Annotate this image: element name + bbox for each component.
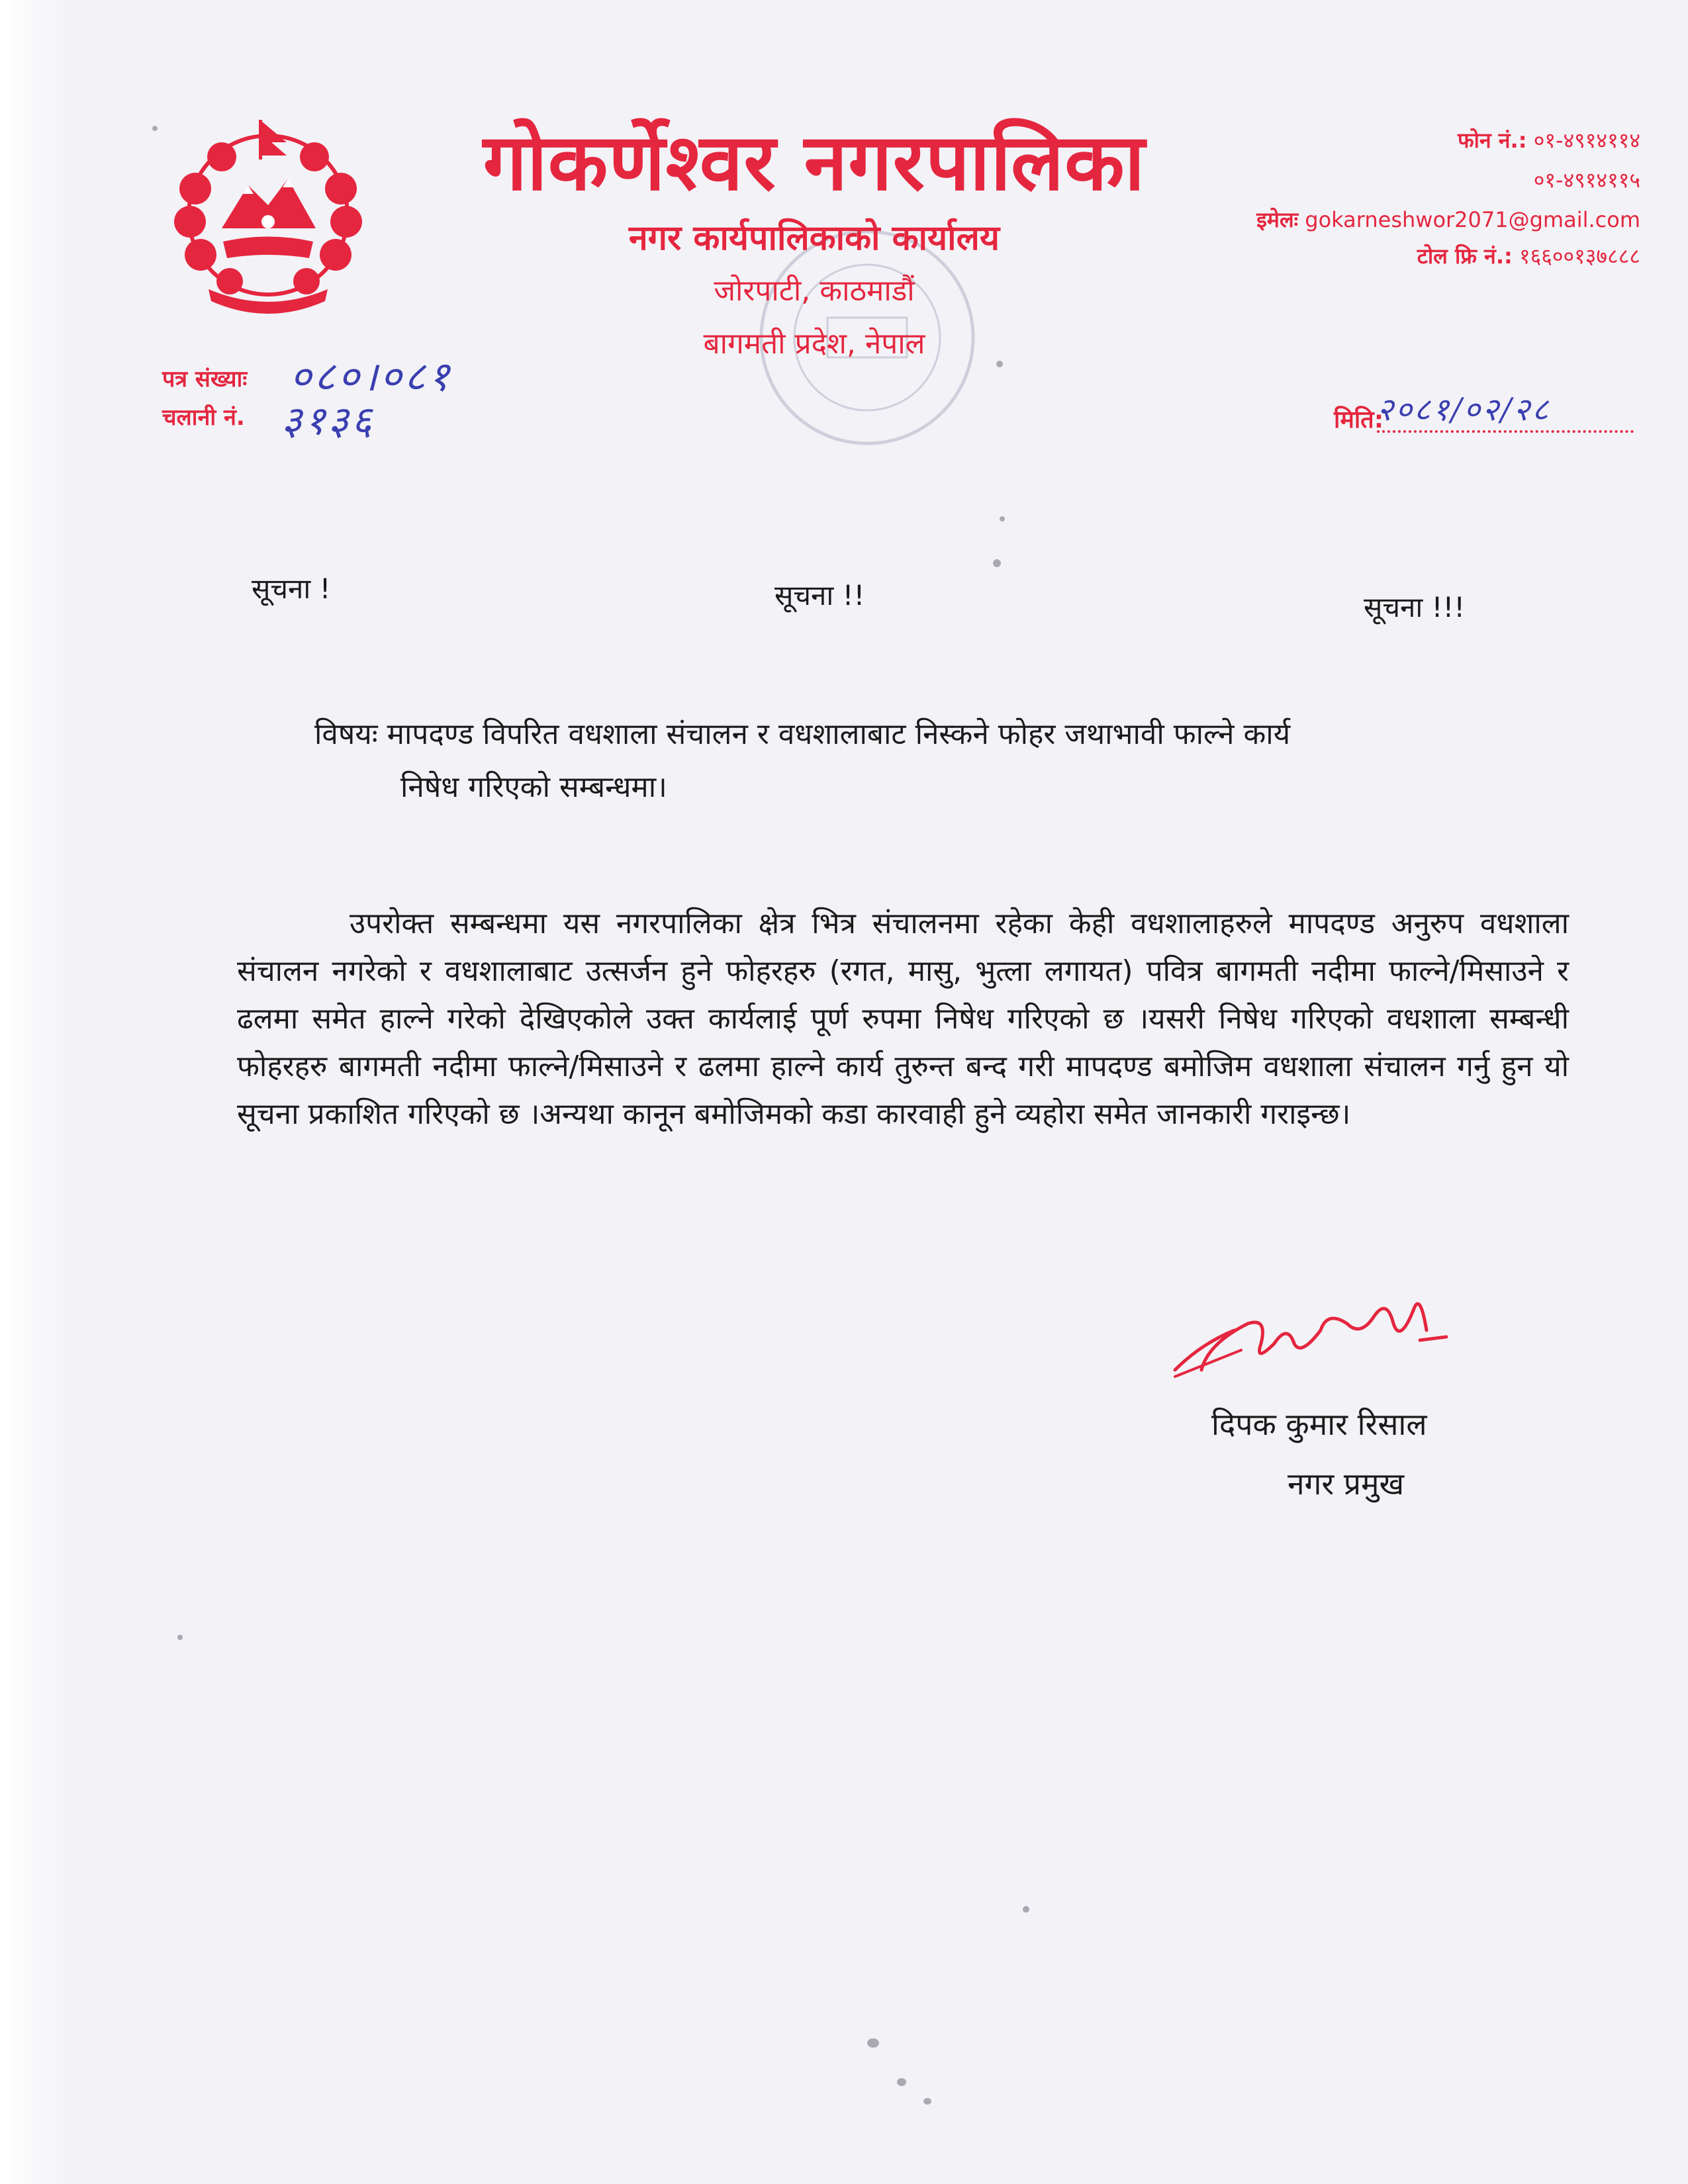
tollfree-label: टोल फ्रि नं.:	[1417, 244, 1513, 269]
scan-edge	[0, 0, 73, 2184]
subject	[314, 708, 1566, 814]
scan-speck	[1023, 1906, 1029, 1913]
scan-speck	[923, 2098, 931, 2105]
dispatch-number-value: ३१३६	[281, 398, 375, 444]
scan-speck	[152, 126, 158, 131]
address-line-1: जोरपाटी, काठमाडौं	[714, 274, 915, 308]
email-label: इमेलः	[1256, 207, 1299, 232]
phone-number-1: ०१-४९१४११४	[1533, 128, 1640, 153]
phone-number-2: ०१-४९१४११५	[1533, 167, 1640, 193]
dispatch-number-label: चलानी नं.	[162, 404, 245, 431]
scan-speck	[1000, 516, 1005, 522]
email-line	[1256, 205, 1640, 234]
nepal-emblem-icon	[169, 116, 367, 318]
scan-speck	[996, 361, 1003, 367]
body-paragraph: उपरोक्त सम्बन्धमा यस नगरपालिका क्षेत्र भित्र संचालनमा रहेका केही वधशालाहरुले मापदण्ड अनुरुप वधशाला संचालन नगरेको र वधशालाबाट उत्सर्जन हुने फोहरहरु (रगत, मासु, भुत्ला लगायत) पवित्र बागमती नदीमा फाल्ने/मिसाउने र ढलमा समेत हाल्ने गरेको देखिएकोले उक्त कार्यलाई पूर्ण रुपमा निषेध गरिएको छ ।यसरी निषेध गरिएको वधशाला सम्बन्धी फोहरहरु बागमती नदीमा फाल्ने/मिसाउने र ढलमा हाल्ने कार्य तुरुन्त बन्द गरी मापदण्ड बमोजिम वधशाला संचालन गर्नु हुन यो सूचना प्रकाशित गरिएको छ ।अन्यथा कानून बमोजिमको कडा कारवाही हुने व्यहोरा समेत जानकारी गराइन्छ।	[237, 907, 1569, 1131]
tollfree-line	[1417, 242, 1640, 271]
email-address: gokarneshwor2071@gmail.com	[1305, 207, 1640, 232]
subject-line-1: विषयः मापदण्ड विपरित वधशाला संचालन र वधशालाबाट निस्कने फोहर जथाभावी फाल्ने कार्य	[314, 717, 1291, 751]
date-value: २०८१/०२/२८	[1377, 391, 1551, 428]
signature-icon	[1162, 1271, 1466, 1390]
date-underline	[1377, 430, 1634, 433]
letter-number-label: पत्र संख्याः	[162, 366, 248, 392]
subject-line-2: निषेध गरिएको सम्बन्धमा।	[400, 770, 667, 804]
scan-speck	[993, 559, 1001, 567]
signatory-name: दिपक कुमार रिसाल	[1211, 1406, 1427, 1442]
notice-heading-1: सूचना !	[252, 572, 331, 605]
notice-heading-3: सूचना !!!	[1364, 591, 1466, 623]
phone-line-1	[1458, 126, 1640, 155]
tollfree-number: १६६००१३७८८८	[1519, 244, 1640, 269]
phone-label: फोन नं.:	[1457, 128, 1527, 153]
phone-line-2	[1534, 165, 1640, 195]
organization-name: गोकर्णेश्वर नगरपालिका	[483, 116, 1146, 208]
signatory-title: नगर प्रमुख	[1288, 1466, 1405, 1502]
office-name: नगर कार्यपालिकाको कार्यालय	[628, 218, 1000, 258]
scan-speck	[177, 1635, 183, 1640]
notice-heading-2: सूचना !!	[774, 579, 865, 612]
letter-number-value: ०८०।०८१	[290, 352, 452, 400]
scan-speck	[897, 2078, 906, 2086]
date-label: मिति:	[1334, 406, 1384, 433]
address-line-2: बागमती प्रदेश, नेपाल	[703, 327, 925, 361]
scan-speck	[867, 2038, 879, 2048]
